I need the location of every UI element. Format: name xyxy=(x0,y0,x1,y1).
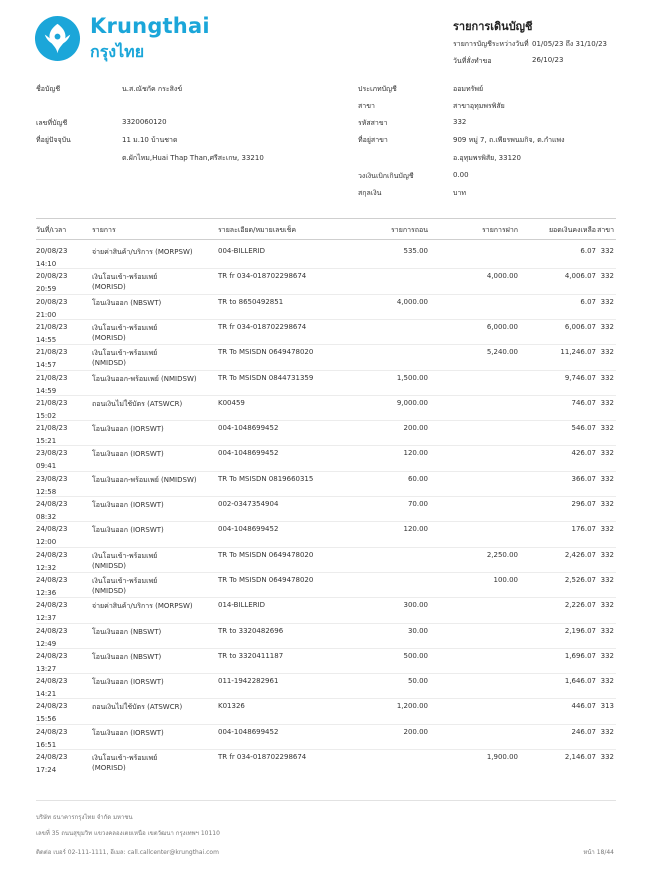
row-date: 24/08/23 xyxy=(36,550,68,559)
row-time: 13:27 xyxy=(36,664,57,673)
branch-address-line1: 909 หมู่ 7, ถ.เพียรพนมกิจ, ต.กำแพง xyxy=(453,136,565,144)
row-balance: 2,426.07 xyxy=(564,550,596,559)
row-date: 20/08/23 xyxy=(36,272,68,281)
row-balance: 2,226.07 xyxy=(564,601,596,610)
footer-rule xyxy=(36,800,616,801)
row-date: 24/08/23 xyxy=(36,525,68,534)
address-line1: 11 ม.10 บ้านชาด xyxy=(122,136,178,144)
row-balance: 2,526.07 xyxy=(564,575,596,584)
row-date: 24/08/23 xyxy=(36,677,68,686)
row-detail: 004-1048699452 xyxy=(218,525,279,534)
row-item: ถอนเงินไม่ใช้บัตร (ATSWCR) xyxy=(92,399,183,408)
row-item: เงินโอนเข้า-พร้อมเพย์ xyxy=(92,349,158,358)
account-type-value: ออมทรัพย์ xyxy=(453,85,484,93)
print-date-label: วันที่สั่งทำขอ xyxy=(453,57,492,65)
branch-value: สาขาอุทุมพรพิสัย xyxy=(453,102,505,110)
branch-address-line2: อ.อุทุมพรพิสัย, 33120 xyxy=(453,154,521,162)
row-date: 23/08/23 xyxy=(36,449,68,458)
row-branch: 332 xyxy=(600,348,614,357)
row-branch: 332 xyxy=(600,753,614,761)
col-header-branch: สาขา xyxy=(597,226,614,234)
row-time: 15:21 xyxy=(36,437,57,446)
row-detail: TR to 3320411187 xyxy=(218,651,284,660)
row-divider xyxy=(36,370,616,371)
document-title: รายการเดินบัญชี xyxy=(453,20,533,33)
row-deposit: 4,000.00 xyxy=(486,272,518,281)
row-date: 21/08/23 xyxy=(36,398,68,407)
footer-page-number: หน้า 18/44 xyxy=(583,849,614,856)
row-balance: 6.07 xyxy=(580,247,596,255)
period-label: รายการบัญชีระหว่างวันที่ xyxy=(453,40,529,48)
row-item-code: (NMIDSD) xyxy=(92,586,127,595)
account-number-value: 3320060120 xyxy=(122,118,167,126)
row-date: 21/08/23 xyxy=(36,322,68,331)
row-deposit: 100.00 xyxy=(493,575,518,584)
row-item: เงินโอนเข้า-พร้อมเพย์ xyxy=(92,754,158,762)
row-time: 20:59 xyxy=(36,285,57,294)
branch-code-label: รหัสสาขา xyxy=(358,119,388,127)
row-balance: 246.07 xyxy=(571,727,596,736)
row-date: 21/08/23 xyxy=(36,348,68,357)
row-time: 12:49 xyxy=(36,639,57,648)
footer-contact: ติดต่อ เบอร์ 02-111-1111, อีเมล: call.callcenter@krungthai.com xyxy=(36,849,219,856)
row-time: 14:59 xyxy=(36,386,57,395)
row-date: 24/08/23 xyxy=(36,727,68,736)
row-date: 21/08/23 xyxy=(36,373,68,382)
col-header-deposit: รายการฝาก xyxy=(482,226,518,234)
table-header-rule xyxy=(36,239,616,240)
row-divider xyxy=(36,471,616,472)
row-divider xyxy=(36,319,616,320)
address-label: ที่อยู่ปัจจุบัน xyxy=(36,136,71,144)
col-header-detail: รายละเอียด/หมายเลขเช็ค xyxy=(218,226,296,234)
table-top-rule xyxy=(36,218,616,219)
row-branch: 313 xyxy=(600,702,614,711)
row-balance: 426.07 xyxy=(571,449,596,458)
row-time: 12:36 xyxy=(36,588,57,597)
address-line2: ต.ผักไหม,Huai Thap Than,ศรีสะเกษ, 33210 xyxy=(122,154,264,162)
row-item: โอนเงินออก (NBSWT) xyxy=(92,627,162,636)
row-withdraw: 30.00 xyxy=(407,626,428,635)
row-detail: TR To MSISDN 0819660315 xyxy=(218,474,314,483)
row-balance: 176.07 xyxy=(571,525,596,534)
row-item: ถอนเงินไม่ใช้บัตร (ATSWCR) xyxy=(92,703,183,712)
row-divider xyxy=(36,547,616,548)
row-item-code: (MORISD) xyxy=(92,764,126,772)
row-withdraw: 200.00 xyxy=(403,727,428,736)
row-branch: 332 xyxy=(600,601,614,610)
row-balance: 296.07 xyxy=(571,500,596,508)
row-detail: 004-BILLERID xyxy=(218,247,266,255)
row-detail: 004-1048699452 xyxy=(218,449,279,458)
print-date-value: 26/10/23 xyxy=(532,56,564,64)
row-date: 24/08/23 xyxy=(36,575,68,584)
row-item: โอนเงินออก (IORSWT) xyxy=(92,678,164,687)
branch-label: สาขา xyxy=(358,102,375,110)
row-divider xyxy=(36,521,616,522)
row-withdraw: 9,000.00 xyxy=(396,398,428,407)
row-deposit: 1,900.00 xyxy=(486,753,518,761)
row-deposit: 6,000.00 xyxy=(486,322,518,331)
row-time: 15:56 xyxy=(36,715,57,724)
row-time: 16:51 xyxy=(36,740,57,749)
row-divider xyxy=(36,420,616,421)
row-item: โอนเงินออก (IORSWT) xyxy=(92,425,164,434)
row-withdraw: 50.00 xyxy=(407,677,428,686)
col-header-item: รายการ xyxy=(92,226,116,234)
row-time: 14:21 xyxy=(36,690,57,699)
footer-address: เลขที่ 35 ถนนสุขุมวิท แขวงคลองเตยเหนือ เขตวัฒนา กรุงเทพฯ 10110 xyxy=(36,830,220,837)
row-balance: 2,146.07 xyxy=(564,753,596,761)
currency-value: บาท xyxy=(453,189,466,197)
row-branch: 332 xyxy=(600,651,614,660)
row-branch: 332 xyxy=(600,474,614,483)
row-deposit: 2,250.00 xyxy=(486,550,518,559)
row-withdraw: 120.00 xyxy=(403,525,428,534)
row-item: โอนเงินออก-พร้อมเพย์ (NMIDSW) xyxy=(92,374,197,383)
row-balance: 1,696.07 xyxy=(564,651,596,660)
row-item: จ่ายค่าสินค้า/บริการ (MORPSW) xyxy=(92,248,193,256)
row-branch: 332 xyxy=(600,272,614,281)
row-withdraw: 1,500.00 xyxy=(396,373,428,382)
row-divider xyxy=(36,698,616,699)
row-withdraw: 120.00 xyxy=(403,449,428,458)
row-detail: TR To MSISDN 0649478020 xyxy=(218,575,314,584)
overdraft-label: วงเงินเบิกเกินบัญชี xyxy=(358,172,414,180)
row-date: 20/08/23 xyxy=(36,247,68,255)
row-item: จ่ายค่าสินค้า/บริการ (MORPSW) xyxy=(92,602,193,611)
row-detail: K01326 xyxy=(218,702,245,711)
row-branch: 332 xyxy=(600,626,614,635)
row-time: 12:37 xyxy=(36,614,57,623)
krungthai-logo-icon xyxy=(34,15,81,62)
row-divider xyxy=(36,673,616,674)
row-balance: 6,006.07 xyxy=(564,322,596,331)
row-withdraw: 200.00 xyxy=(403,424,428,433)
row-time: 12:58 xyxy=(36,487,57,496)
row-date: 24/08/23 xyxy=(36,651,68,660)
row-time: 14:57 xyxy=(36,361,57,370)
brand-name-en: Krungthai xyxy=(90,14,210,38)
row-item: โอนเงินออก (NBSWT) xyxy=(92,298,162,307)
account-name-label: ชื่อบัญชี xyxy=(36,85,61,93)
row-branch: 332 xyxy=(600,398,614,407)
row-time: 15:02 xyxy=(36,411,57,420)
row-divider xyxy=(36,597,616,598)
row-detail: TR To MSISDN 0649478020 xyxy=(218,348,314,357)
row-balance: 9,746.07 xyxy=(564,373,596,382)
row-item-code: (NMIDSD) xyxy=(92,359,127,368)
row-time: 14:55 xyxy=(36,335,57,344)
row-branch: 332 xyxy=(600,449,614,458)
period-value: 01/05/23 ถึง 31/10/23 xyxy=(532,40,607,48)
row-divider xyxy=(36,749,616,750)
row-divider xyxy=(36,445,616,446)
col-header-withdraw: รายการถอน xyxy=(391,226,428,234)
brand-name-th: กรุงไทย xyxy=(90,42,145,61)
row-branch: 332 xyxy=(600,727,614,736)
row-detail: 002-0347354904 xyxy=(218,500,279,508)
row-balance: 446.07 xyxy=(571,702,596,711)
row-divider xyxy=(36,496,616,497)
row-date: 21/08/23 xyxy=(36,424,68,433)
row-branch: 332 xyxy=(600,424,614,433)
currency-label: สกุลเงิน xyxy=(358,189,382,197)
row-detail: K00459 xyxy=(218,398,245,407)
row-balance: 4,006.07 xyxy=(564,272,596,281)
row-divider xyxy=(36,572,616,573)
row-divider xyxy=(36,724,616,725)
account-number-label: เลขที่บัญชี xyxy=(36,119,68,127)
row-withdraw: 500.00 xyxy=(403,651,428,660)
row-time: 12:32 xyxy=(36,563,57,572)
row-item-code: (MORISD) xyxy=(92,333,126,342)
row-item: โอนเงินออก (IORSWT) xyxy=(92,728,164,737)
row-divider xyxy=(36,395,616,396)
row-deposit: 5,240.00 xyxy=(486,348,518,357)
row-item-code: (NMIDSD) xyxy=(92,561,127,570)
row-detail: TR to 3320482696 xyxy=(218,626,284,635)
row-item: โอนเงินออก (IORSWT) xyxy=(92,450,164,459)
row-balance: 366.07 xyxy=(571,474,596,483)
row-time: 09:41 xyxy=(36,462,57,471)
row-branch: 332 xyxy=(600,373,614,382)
row-item-code: (MORISD) xyxy=(92,283,126,292)
row-date: 24/08/23 xyxy=(36,500,68,508)
row-detail: TR to 8650492851 xyxy=(218,297,284,306)
row-balance: 11,246.07 xyxy=(560,348,596,357)
row-item: โอนเงินออก (IORSWT) xyxy=(92,526,164,535)
row-branch: 332 xyxy=(600,575,614,584)
row-withdraw: 1,200.00 xyxy=(396,702,428,711)
row-divider xyxy=(36,648,616,649)
row-balance: 1,646.07 xyxy=(564,677,596,686)
row-detail: 004-1048699452 xyxy=(218,727,279,736)
row-time: 14:10 xyxy=(36,260,57,268)
row-detail: TR fr 034-018702298674 xyxy=(218,272,307,281)
row-item: โอนเงินออก (NBSWT) xyxy=(92,652,162,661)
row-item: เงินโอนเข้า-พร้อมเพย์ xyxy=(92,576,158,585)
row-date: 23/08/23 xyxy=(36,474,68,483)
row-time: 08:32 xyxy=(36,513,57,521)
footer-company: บริษัท ธนาคารกรุงไทย จำกัด มหาชน xyxy=(36,814,133,821)
row-branch: 332 xyxy=(600,677,614,686)
row-withdraw: 4,000.00 xyxy=(396,297,428,306)
branch-address-label: ที่อยู่สาขา xyxy=(358,136,388,144)
row-detail: TR fr 034-018702298674 xyxy=(218,322,307,331)
row-date: 24/08/23 xyxy=(36,626,68,635)
row-date: 24/08/23 xyxy=(36,601,68,610)
row-time: 17:24 xyxy=(36,766,57,774)
overdraft-value: 0.00 xyxy=(453,171,469,179)
col-header-balance: ยอดเงินคงเหลือ xyxy=(548,226,596,234)
row-detail: TR fr 034-018702298674 xyxy=(218,753,307,761)
row-time: 21:00 xyxy=(36,310,57,319)
row-detail: TR To MSISDN 0844731359 xyxy=(218,373,314,382)
row-balance: 2,196.07 xyxy=(564,626,596,635)
row-branch: 332 xyxy=(600,322,614,331)
row-branch: 332 xyxy=(600,247,614,255)
row-divider xyxy=(36,268,616,269)
row-balance: 746.07 xyxy=(571,398,596,407)
row-date: 20/08/23 xyxy=(36,297,68,306)
row-branch: 332 xyxy=(600,550,614,559)
row-divider xyxy=(36,294,616,295)
row-item: เงินโอนเข้า-พร้อมเพย์ xyxy=(92,551,158,560)
row-detail: 011-1942282961 xyxy=(218,677,279,686)
row-branch: 332 xyxy=(600,525,614,534)
row-branch: 332 xyxy=(600,297,614,306)
row-withdraw: 60.00 xyxy=(407,474,428,483)
row-item: โอนเงินออก-พร้อมเพย์ (NMIDSW) xyxy=(92,475,197,484)
account-type-label: ประเภทบัญชี xyxy=(358,85,397,93)
col-header-date: วันที่/เวลา xyxy=(36,226,67,234)
account-name-value: น.ส.ณัชกัค กระสิงข์ xyxy=(122,85,183,93)
row-divider xyxy=(36,623,616,624)
branch-code-value: 332 xyxy=(453,118,467,126)
row-divider xyxy=(36,344,616,345)
row-balance: 546.07 xyxy=(571,424,596,433)
row-branch: 332 xyxy=(600,500,614,508)
row-item: เงินโอนเข้า-พร้อมเพย์ xyxy=(92,323,158,332)
row-withdraw: 535.00 xyxy=(403,247,428,255)
row-date: 24/08/23 xyxy=(36,753,68,761)
row-item: โอนเงินออก (IORSWT) xyxy=(92,501,164,509)
row-date: 24/08/23 xyxy=(36,702,68,711)
row-detail: TR To MSISDN 0649478020 xyxy=(218,550,314,559)
row-detail: 004-1048699452 xyxy=(218,424,279,433)
row-withdraw: 70.00 xyxy=(407,500,428,508)
row-time: 12:00 xyxy=(36,538,57,547)
row-item: เงินโอนเข้า-พร้อมเพย์ xyxy=(92,273,158,282)
row-balance: 6.07 xyxy=(580,297,596,306)
row-withdraw: 300.00 xyxy=(403,601,428,610)
row-detail: 014-BILLERID xyxy=(218,601,266,610)
